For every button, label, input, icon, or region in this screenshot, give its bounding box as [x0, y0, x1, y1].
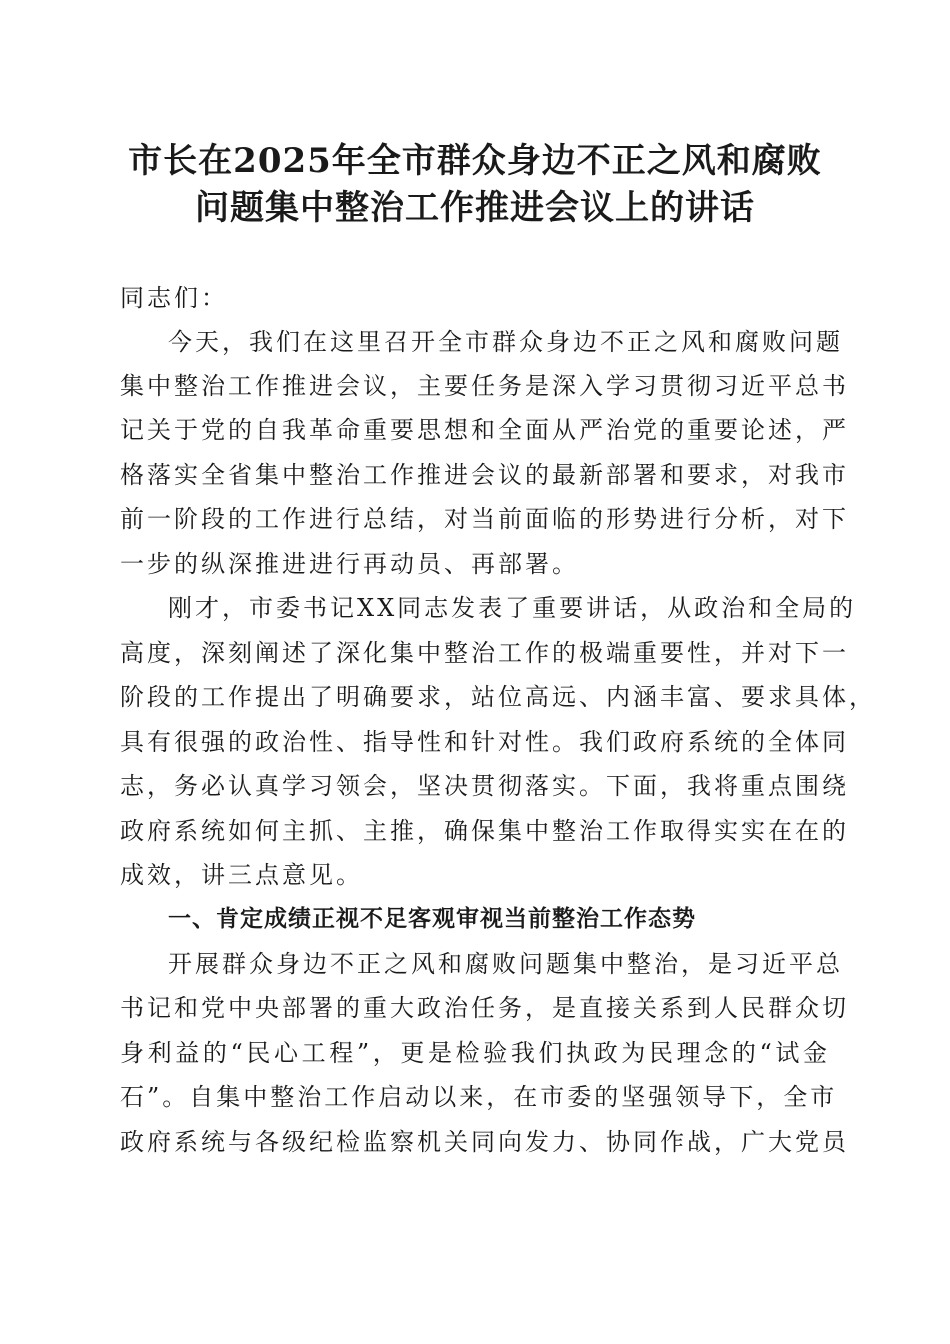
document-title-line-1: 市长在2025年全市群众身边不正之风和腐败 [128, 141, 822, 181]
paragraph-2-line: 具有很强的政治性、指导性和针对性。我们政府系统的全体同 [120, 728, 849, 756]
paragraph-2-line: 成效，讲三点意见。 [120, 861, 363, 889]
paragraph-2-line: 刚才，市委书记XX同志发表了重要讲话，从政治和全局的 [168, 594, 857, 622]
paragraph-1-line: 集中整治工作推进会议，主要任务是深入学习贯彻习近平总书 [120, 372, 849, 400]
paragraph-3-line: 开展群众身边不正之风和腐败问题集中整治，是习近平总 [168, 950, 843, 978]
paragraph-1-line: 一步的纵深推进进行再动员、再部署。 [120, 550, 579, 578]
paragraph-1-line: 格落实全省集中整治工作推进会议的最新部署和要求，对我市 [120, 461, 849, 489]
paragraph-2-line: 高度，深刻阐述了深化集中整治工作的极端重要性，并对下一 [120, 639, 849, 667]
document-title-line-2: 问题集中整治工作推进会议上的讲话 [195, 188, 755, 228]
paragraph-1-line: 今天，我们在这里召开全市群众身边不正之风和腐败问题 [168, 328, 843, 356]
paragraph-3-line: 政府系统与各级纪检监察机关同向发力、协同作战，广大党员 [120, 1128, 849, 1156]
paragraph-2-line: 志，务必认真学习领会，坚决贯彻落实。下面，我将重点围绕 [120, 772, 849, 800]
paragraph-2-line: 阶段的工作提出了明确要求，站位高远、内涵丰富、要求具体， [120, 683, 876, 711]
paragraph-3-line: 身利益的“民心工程”，更是检验我们执政为民理念的“试金 [120, 1039, 830, 1067]
paragraph-2-line: 政府系统如何主抓、主推，确保集中整治工作取得实实在在的 [120, 817, 849, 845]
paragraph-3-line: 书记和党中央部署的重大政治任务，是直接关系到人民群众切 [120, 994, 849, 1022]
paragraph-1-line: 记关于党的自我革命重要思想和全面从严治党的重要论述，严 [120, 416, 849, 444]
paragraph-3-line: 石”。自集中整治工作启动以来，在市委的坚强领导下，全市 [120, 1083, 838, 1111]
salutation: 同志们： [120, 284, 228, 312]
paragraph-1-line: 前一阶段的工作进行总结，对当前面临的形势进行分析，对下 [120, 505, 849, 533]
section-heading-1: 一、肯定成绩正视不足客观审视当前整治工作态势 [168, 906, 696, 932]
